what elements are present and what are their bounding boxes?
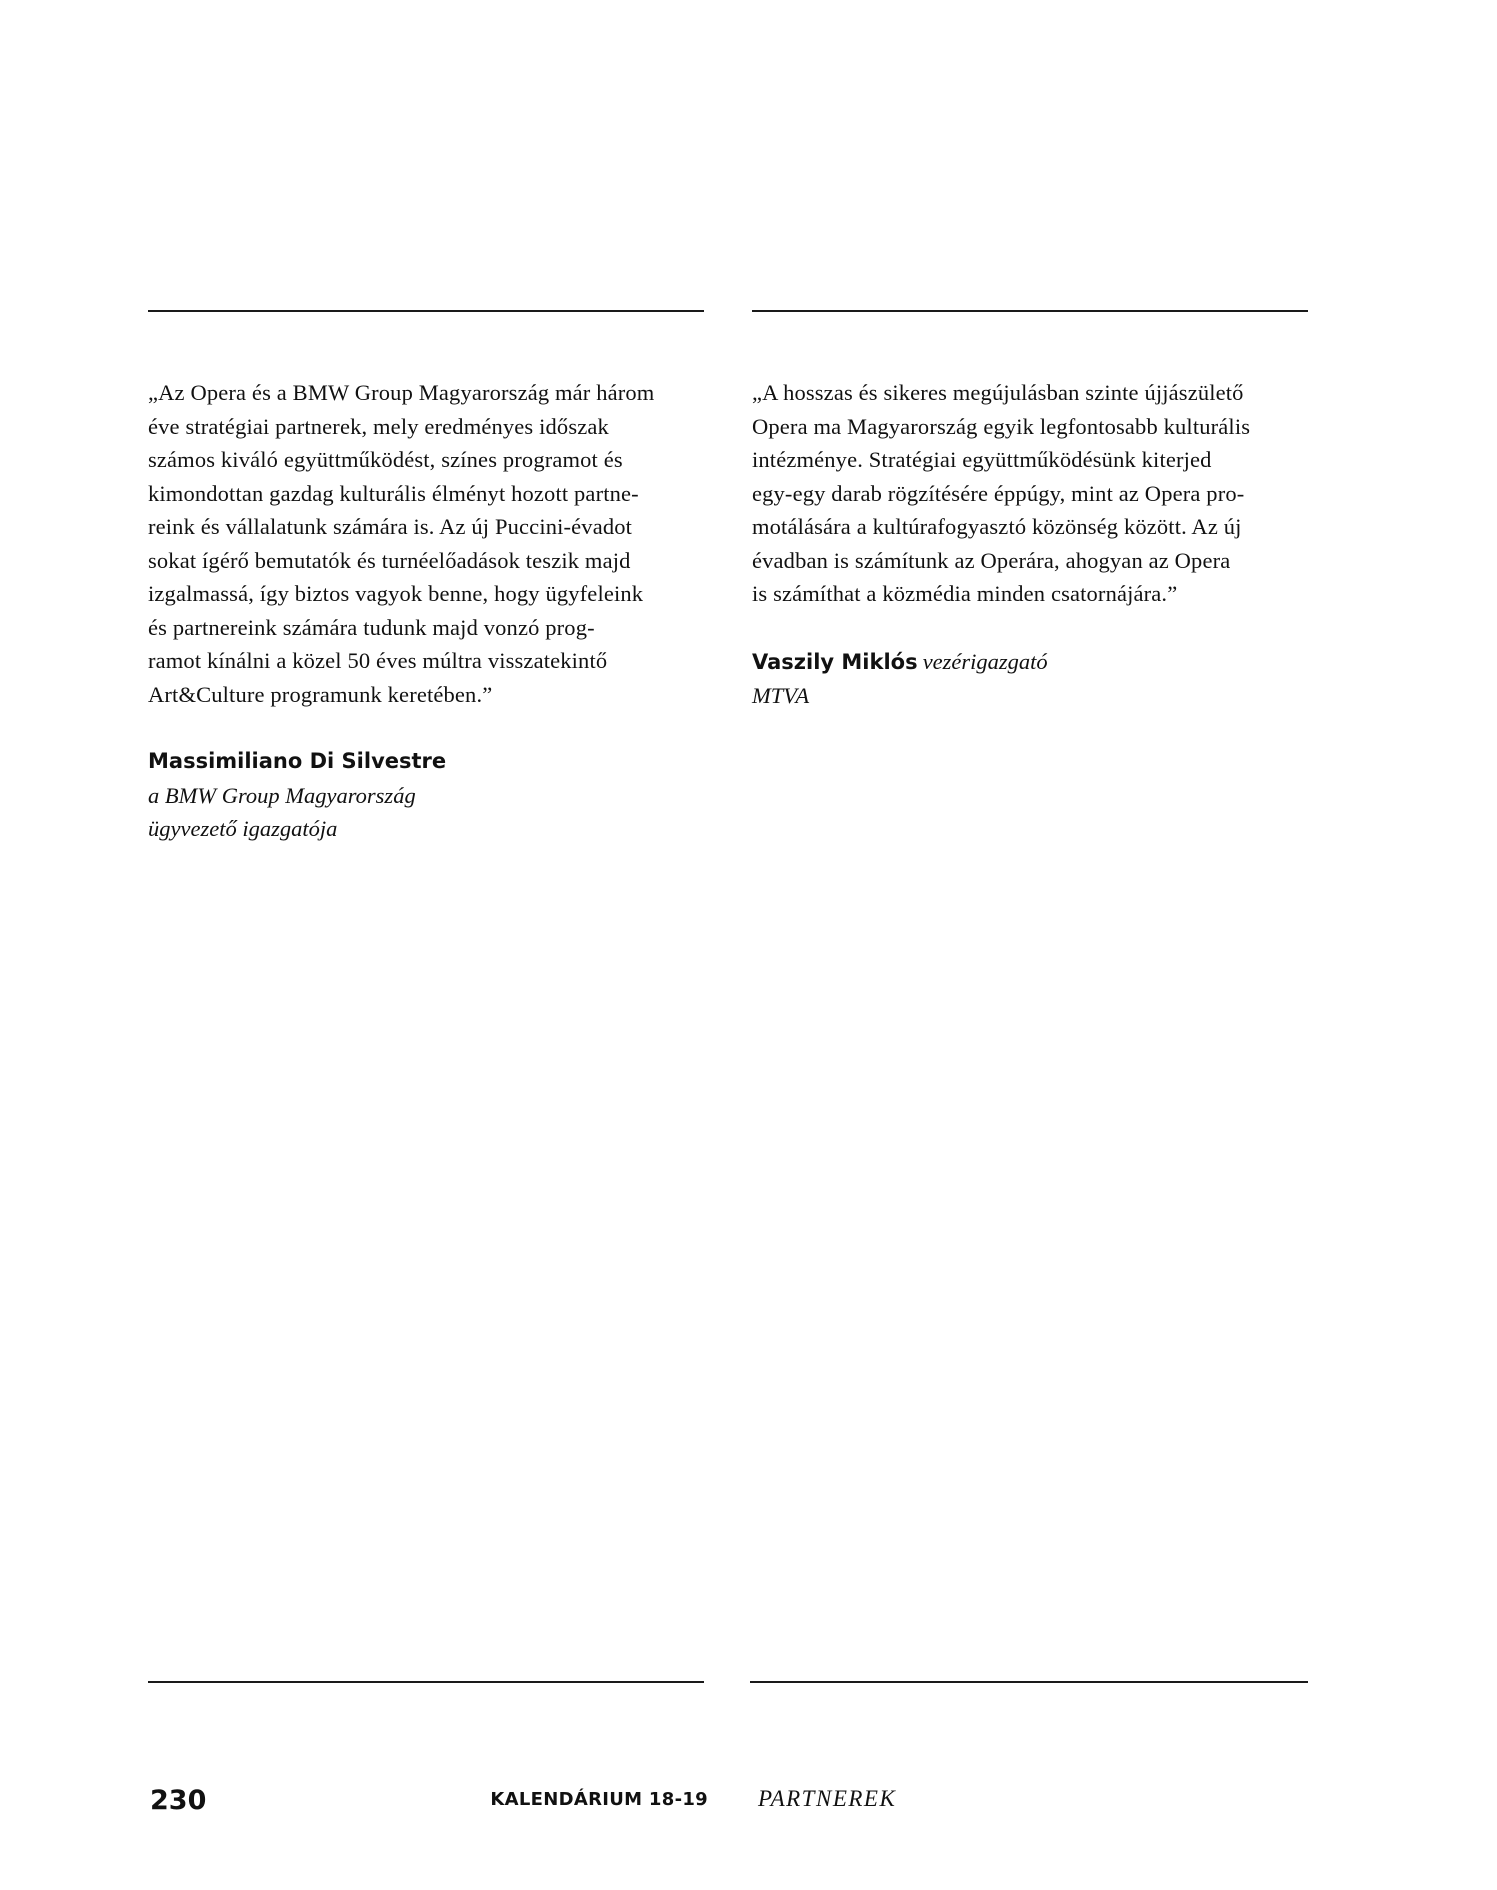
- left-quote-text: [148, 376, 708, 711]
- right-quote-line: intézménye. Stratégiai együttműködésünk kiterjed: [752, 447, 1212, 472]
- right-author-role: vezérigazgató: [922, 648, 1048, 674]
- section-title: PARTNEREK: [758, 1786, 897, 1811]
- left-quote-line: Art&Culture programunk keretében.”: [148, 681, 493, 707]
- right-quote-line: „A hosszas és sikeres megújulásban szinte újjászülető: [752, 380, 1244, 405]
- right-author-name: Vaszily Miklós: [752, 649, 918, 674]
- right-quote-line: Opera ma Magyarország egyik legfontosabb kulturális: [752, 413, 1251, 439]
- page-number: 230: [150, 1785, 207, 1816]
- left-quote-line: reink és vállalatunk számára is. Az új Puccini-évadot: [148, 514, 633, 539]
- publication-title: KALENDÁRIUM 18-19: [490, 1789, 708, 1810]
- bottom-right-rule: [750, 1681, 1308, 1683]
- left-quote-line: és partnereink számára tudunk majd vonzó prog-: [148, 614, 595, 640]
- left-quote-line: sokat ígérő bemutatók és turnéelőadások teszik majd: [148, 547, 631, 573]
- left-quote-line: éve stratégiai partnerek, mely eredményes időszak: [148, 413, 609, 439]
- right-attribution: [752, 645, 1312, 713]
- right-quote-line: motálására a kultúrafogyasztó közönség között. Az új: [752, 514, 1242, 539]
- left-quote-column: [148, 376, 708, 846]
- left-quote-line: kimondottan gazdag kulturális élményt hozott partne-: [148, 480, 639, 506]
- top-right-rule: [752, 310, 1308, 312]
- left-quote-line: „Az Opera és a BMW Group Magyarország már három: [148, 380, 655, 405]
- right-quote-column: [752, 376, 1312, 713]
- left-author-title-line: ügyvezető igazgatója: [148, 816, 338, 841]
- left-attribution: [148, 745, 708, 846]
- left-author-title-line: a BMW Group Magyarország: [148, 782, 416, 808]
- right-quote-line: évadban is számítunk az Operára, ahogyan az Opera: [752, 547, 1231, 573]
- right-quote-line: egy-egy darab rögzítésére éppúgy, mint az Opera pro-: [752, 480, 1245, 506]
- right-quote-line: is számíthat a közmédia minden csatornájára.”: [752, 581, 1178, 606]
- left-quote-line: ramot kínálni a közel 50 éves múltra visszatekintő: [148, 648, 608, 673]
- left-quote-line: számos kiváló együttműködést, színes programot és: [148, 447, 623, 472]
- left-author-name: Massimiliano Di Silvestre: [148, 749, 447, 773]
- right-author-organization: MTVA: [752, 683, 810, 708]
- top-left-rule: [148, 310, 704, 312]
- right-author-name-row: [752, 645, 1312, 680]
- right-quote-text: [752, 376, 1312, 611]
- left-quote-line: izgalmassá, így biztos vagyok benne, hogy ügyfeleink: [148, 581, 644, 606]
- bottom-left-rule: [148, 1681, 704, 1683]
